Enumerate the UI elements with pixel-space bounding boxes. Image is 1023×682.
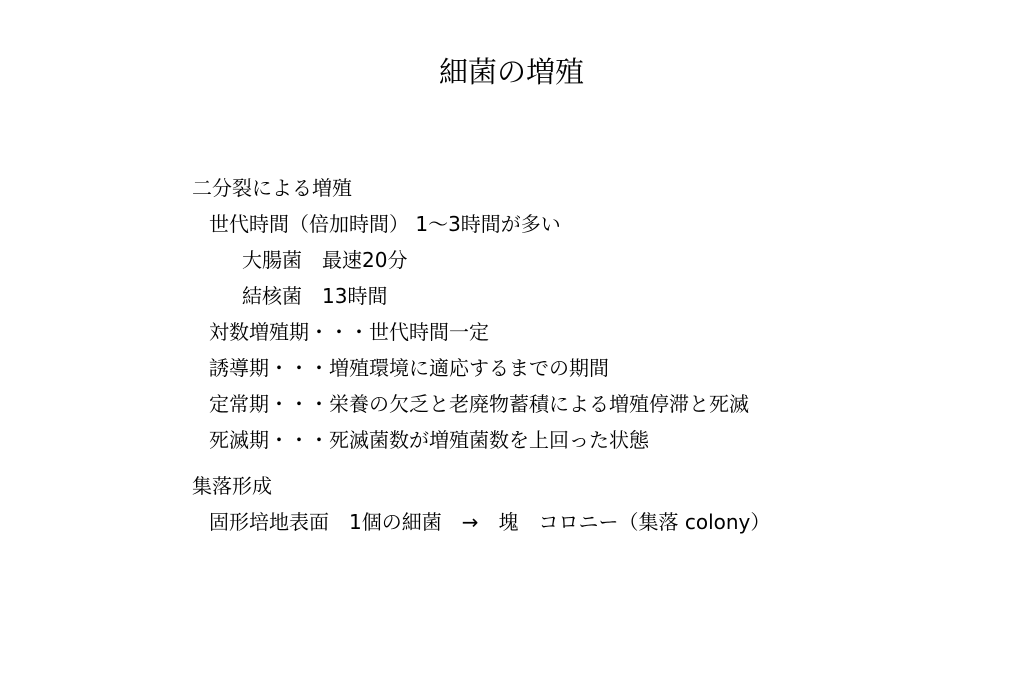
binary-fission-heading: 二分裂による増殖: [192, 176, 352, 200]
log-phase-line: 対数増殖期・・・世代時間一定: [209, 320, 489, 344]
lag-phase-line: 誘導期・・・増殖環境に適応するまでの期間: [209, 356, 609, 380]
colony-line: 固形培地表面 1個の細菌 → 塊 コロニー（集落 colony）: [209, 510, 771, 534]
slide-body: [192, 170, 992, 540]
section-gap: [192, 458, 992, 468]
ecoli-line: 大腸菌 最速20分: [242, 248, 408, 272]
slide-title: 細菌の増殖: [438, 55, 584, 89]
colony-formation-heading: 集落形成: [192, 474, 272, 498]
stationary-phase-line: 定常期・・・栄養の欠乏と老廃物蓄積による増殖停滞と死滅: [209, 392, 749, 416]
generation-time-line: 世代時間（倍加時間） 1〜3時間が多い: [209, 212, 561, 236]
tuberculosis-line: 結核菌 13時間: [242, 284, 388, 308]
death-phase-line: 死滅期・・・死滅菌数が増殖菌数を上回った状態: [209, 428, 649, 452]
